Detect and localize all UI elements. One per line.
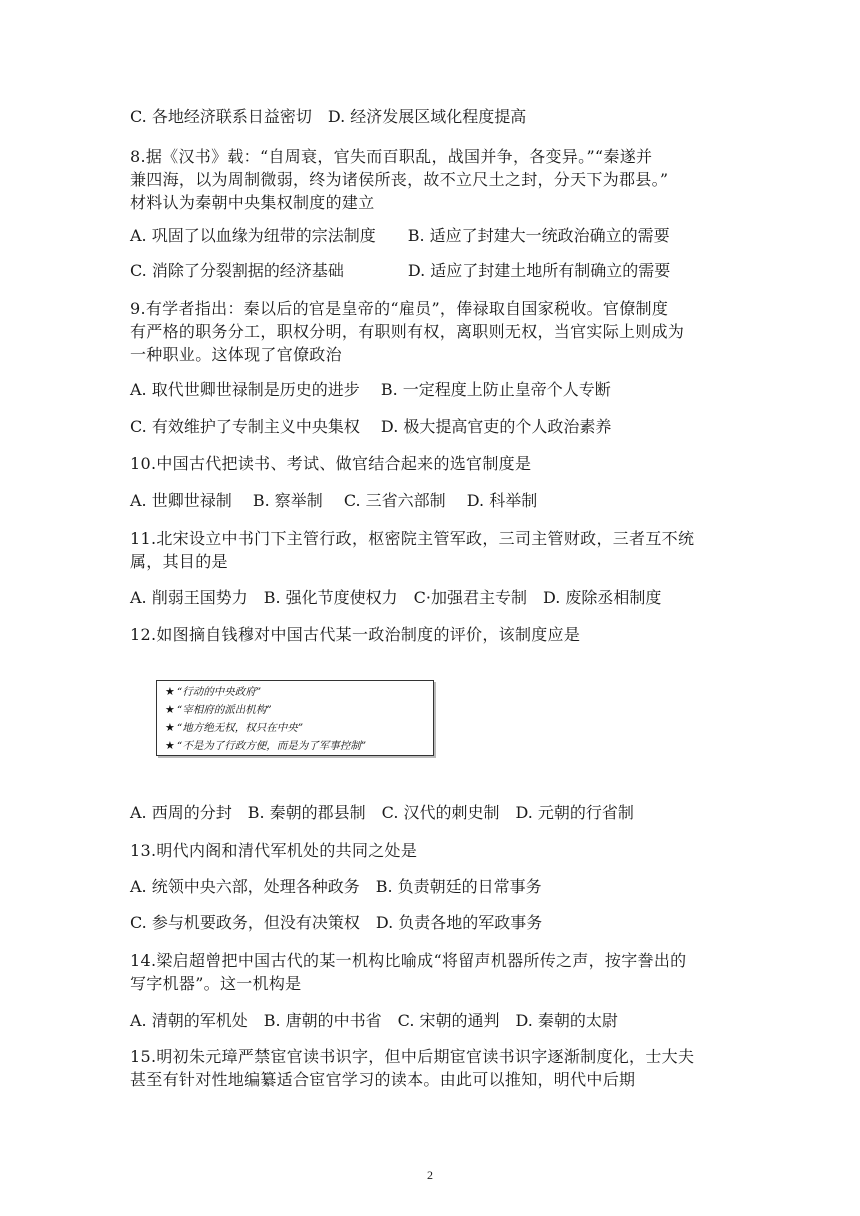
quote-item: ★ “宰相府的派出机构”: [165, 703, 272, 716]
q9-options-cd: C. 有效维护了专制主义中央集权 D. 极大提高官吏的个人政治素养: [130, 417, 612, 436]
qian-mu-quote-box: [156, 680, 434, 756]
quote-item: ★ “地方绝无权，权只在中央”: [165, 721, 304, 734]
star-icon: ★: [165, 685, 175, 698]
q14-text-line-1: 14.梁启超曾把中国古代的某一机构比喻成“将留声机器所传之声，按字誊出的: [130, 951, 687, 970]
quote-item: ★ “不是为了行政方便，而是为了军事控制”: [165, 739, 367, 752]
q8-options-cd: C. 消除了分裂割据的经济基础 D. 适应了封建土地所有制确立的需要: [130, 261, 671, 280]
q12-text-line-1: 12.如图摘自钱穆对中国古代某一政治制度的评价，该制度应是: [130, 625, 581, 644]
q9-text-line-3: 一种职业。这体现了官僚政治: [130, 345, 342, 364]
q8-text-line-3: 材料认为秦朝中央集权制度的建立: [130, 193, 375, 212]
q11-text-line-1: 11.北宋设立中书门下主管行政，枢密院主管军政，三司主管财政，三者互不统: [130, 529, 695, 548]
q11-text-line-2: 属，其目的是: [130, 552, 228, 571]
star-icon: ★: [165, 739, 175, 752]
page-number: 2: [427, 1168, 433, 1182]
q15-text-line-2: 甚至有针对性地编纂适合宦官学习的读本。由此可以推知，明代中后期: [130, 1070, 636, 1089]
q14-options: A. 清朝的军机处 B. 唐朝的中书省 C. 宋朝的通判 D. 秦朝的太尉: [130, 1011, 618, 1030]
q15-text-line-1: 15.明初朱元璋严禁宦官读书识字，但中后期宦官读书识字逐渐制度化，士大夫: [130, 1047, 695, 1066]
q12-options: A. 西周的分封 B. 秦朝的郡县制 C. 汉代的刺史制 D. 元朝的行省制: [130, 803, 634, 822]
q13-text-line-1: 13.明代内阁和清代军机处的共同之处是: [130, 841, 418, 860]
q7-options-cd: C. 各地经济联系日益密切 D. 经济发展区域化程度提高: [130, 107, 527, 126]
star-icon: ★: [165, 721, 175, 734]
q8-text-line-1: 8.据《汉书》载：“自周衰，官失而百职乱，战国并争，各变异。”“秦遂并: [130, 147, 653, 166]
q10-options: A. 世卿世禄制 B. 察举制 C. 三省六部制 D. 科举制: [130, 491, 538, 510]
q8-text-line-2: 兼四海，以为周制微弱，终为诸侯所丧，故不立尺土之封，分天下为郡县。”: [130, 170, 669, 189]
star-icon: ★: [165, 703, 175, 716]
q13-options-ab: A. 统领中央六部，处理各种政务 B. 负责朝廷的日常事务: [130, 877, 542, 896]
q10-text-line-1: 10.中国古代把读书、考试、做官结合起来的选官制度是: [130, 454, 532, 473]
q9-text-line-2: 有严格的职务分工，职权分明，有职则有权，离职则无权，当官实际上则成为: [130, 322, 685, 341]
q8-options-ab: A. 巩固了以血缘为纽带的宗法制度 B. 适应了封建大一统政治确立的需要: [130, 226, 670, 245]
q13-options-cd: C. 参与机要政务，但没有决策权 D. 负责各地的军政事务: [130, 913, 543, 932]
q14-text-line-2: 写字机器”。这一机构是: [130, 974, 302, 993]
quote-item: ★ “行动的中央政府”: [165, 685, 262, 698]
q9-text-line-1: 9.有学者指出：秦以后的官是皇帝的“雇员”，俸禄取自国家税收。官僚制度: [130, 299, 669, 318]
q11-options: A. 削弱王国势力 B. 强化节度使权力 C·加强君主专制 D. 废除丞相制度: [130, 588, 662, 607]
q9-options-ab: A. 取代世卿世禄制是历史的进步 B. 一定程度上防止皇帝个人专断: [130, 380, 611, 399]
